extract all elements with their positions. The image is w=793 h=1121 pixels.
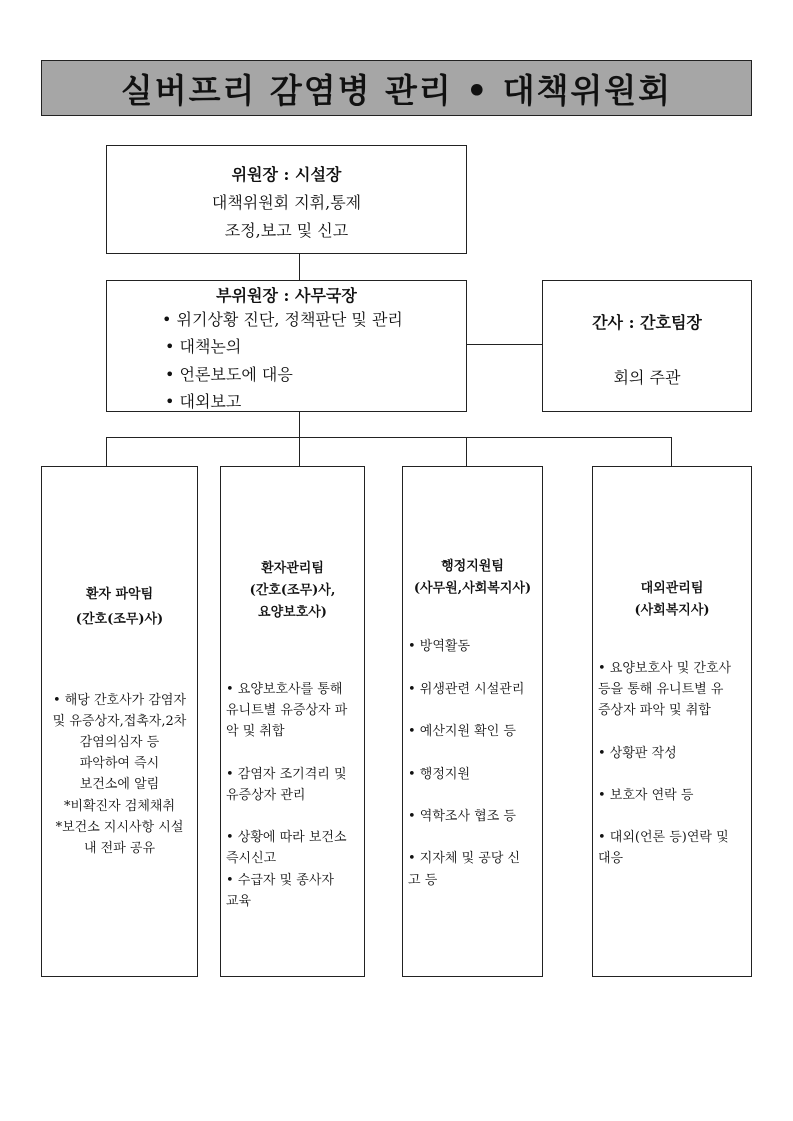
team-box-patient-management [220, 466, 365, 977]
team-1-duty: *비확진자 검체채취 [63, 799, 176, 814]
team-1-duty: 내 전파 공유 [83, 841, 156, 856]
team-box-external-relations [592, 466, 752, 977]
vice-item-4: • 대외보고 [165, 392, 242, 411]
secretary-heading: 간사 : 간호팀장 [592, 313, 702, 332]
team-2-name-line-1: 환자관리팀 [261, 561, 324, 576]
team-3-duty: • 역학조사 협조 등 [408, 809, 516, 824]
connector-bus [106, 437, 672, 438]
secretary-box [542, 280, 752, 412]
team-1-duty: *보건소 지시사항 시설 [55, 820, 184, 835]
team-4-duty: • 대외(언론 등)연락 및 [598, 830, 729, 845]
team-2-duty: • 감염자 조기격리 및 [226, 767, 347, 782]
connector-team-4 [671, 437, 672, 466]
team-box-administrative-support [402, 466, 543, 977]
team-4-name-line-2: (사회복지사) [634, 603, 710, 618]
team-3-duty: • 지자체 및 공당 신 [408, 851, 521, 866]
chairman-box [106, 145, 467, 254]
chairman-line-2: 조정,보고 및 신고 [224, 221, 349, 240]
vice-chairman-heading: 부위원장 : 사무국장 [216, 286, 357, 305]
title-banner [41, 60, 752, 116]
team-box-patient-identification [41, 466, 198, 977]
team-4-duty: • 보호자 연락 등 [598, 788, 694, 803]
connector-vice-secretary [466, 344, 543, 345]
team-2-name-line-3: 요양보호사) [258, 605, 327, 620]
team-4-duty: • 요양보호사 및 간호사 [598, 661, 732, 676]
team-1-name-line-1: 환자 파악팀 [85, 587, 154, 602]
team-3-duty: 고 등 [408, 873, 438, 888]
team-4-duty: 등을 통해 유니트별 유 [598, 682, 724, 697]
connector-chair-vice [299, 253, 300, 281]
vice-item-3: • 언론보도에 대응 [165, 365, 293, 384]
vice-chairman-box [106, 280, 467, 412]
connector-team-1 [106, 437, 107, 466]
team-4-duty: 대응 [598, 851, 624, 866]
team-2-duty: • 수급자 및 종사자 [226, 873, 334, 888]
team-3-duty: • 위생관련 시설관리 [408, 682, 525, 697]
team-4-duty: • 상황판 작성 [598, 746, 677, 761]
team-3-name-line-2: (사무원,사회복지사) [413, 581, 532, 596]
chairman-heading: 위원장 : 시설장 [231, 165, 342, 184]
team-2-duty: 유증상자 관리 [226, 788, 306, 803]
team-2-name-line-2: (간호(조무)사, [249, 583, 336, 598]
team-2-duty: • 상황에 따라 보건소 [226, 830, 347, 845]
team-1-duty: 파악하여 즉시 [79, 756, 160, 771]
team-2-duty: 유니트별 유증상자 파 [226, 703, 348, 718]
team-4-name-line-1: 대외관리팀 [640, 581, 704, 596]
team-2-duty: 교육 [226, 894, 252, 909]
team-3-duty: • 방역활동 [408, 639, 471, 654]
team-2-duty: • 요양보호사를 통해 [226, 682, 343, 697]
team-1-duty: • 해당 간호사가 감염자 [52, 693, 187, 708]
team-4-duty: 증상자 파악 및 취합 [598, 703, 711, 718]
vice-item-1: • 위기상황 진단, 정책판단 및 관리 [162, 310, 403, 329]
team-3-name-line-1: 행정지원팀 [441, 559, 504, 574]
vice-item-2: • 대책논의 [165, 337, 242, 356]
connector-team-2 [299, 437, 300, 466]
team-1-duty: 및 유증상자,접촉자,2차 [52, 714, 187, 729]
connector-vice-bus [299, 411, 300, 438]
connector-team-3 [466, 437, 467, 466]
secretary-duty: 회의 주관 [613, 368, 681, 387]
team-1-name-line-2: (간호(조무)사) [75, 612, 164, 627]
team-1-duty: 감염의심자 등 [79, 735, 160, 750]
team-1-duty: 보건소에 알림 [79, 777, 160, 792]
team-3-duty: • 행정지원 [408, 767, 471, 782]
team-2-duty: 즉시신고 [226, 851, 277, 866]
chairman-line-1: 대책위원회 지휘,통제 [211, 193, 362, 212]
team-2-duty: 악 및 취합 [226, 724, 285, 739]
team-3-duty: • 예산지원 확인 등 [408, 724, 516, 739]
page-title: 실버프리 감염병 관리 • 대책위원회 [120, 70, 673, 110]
